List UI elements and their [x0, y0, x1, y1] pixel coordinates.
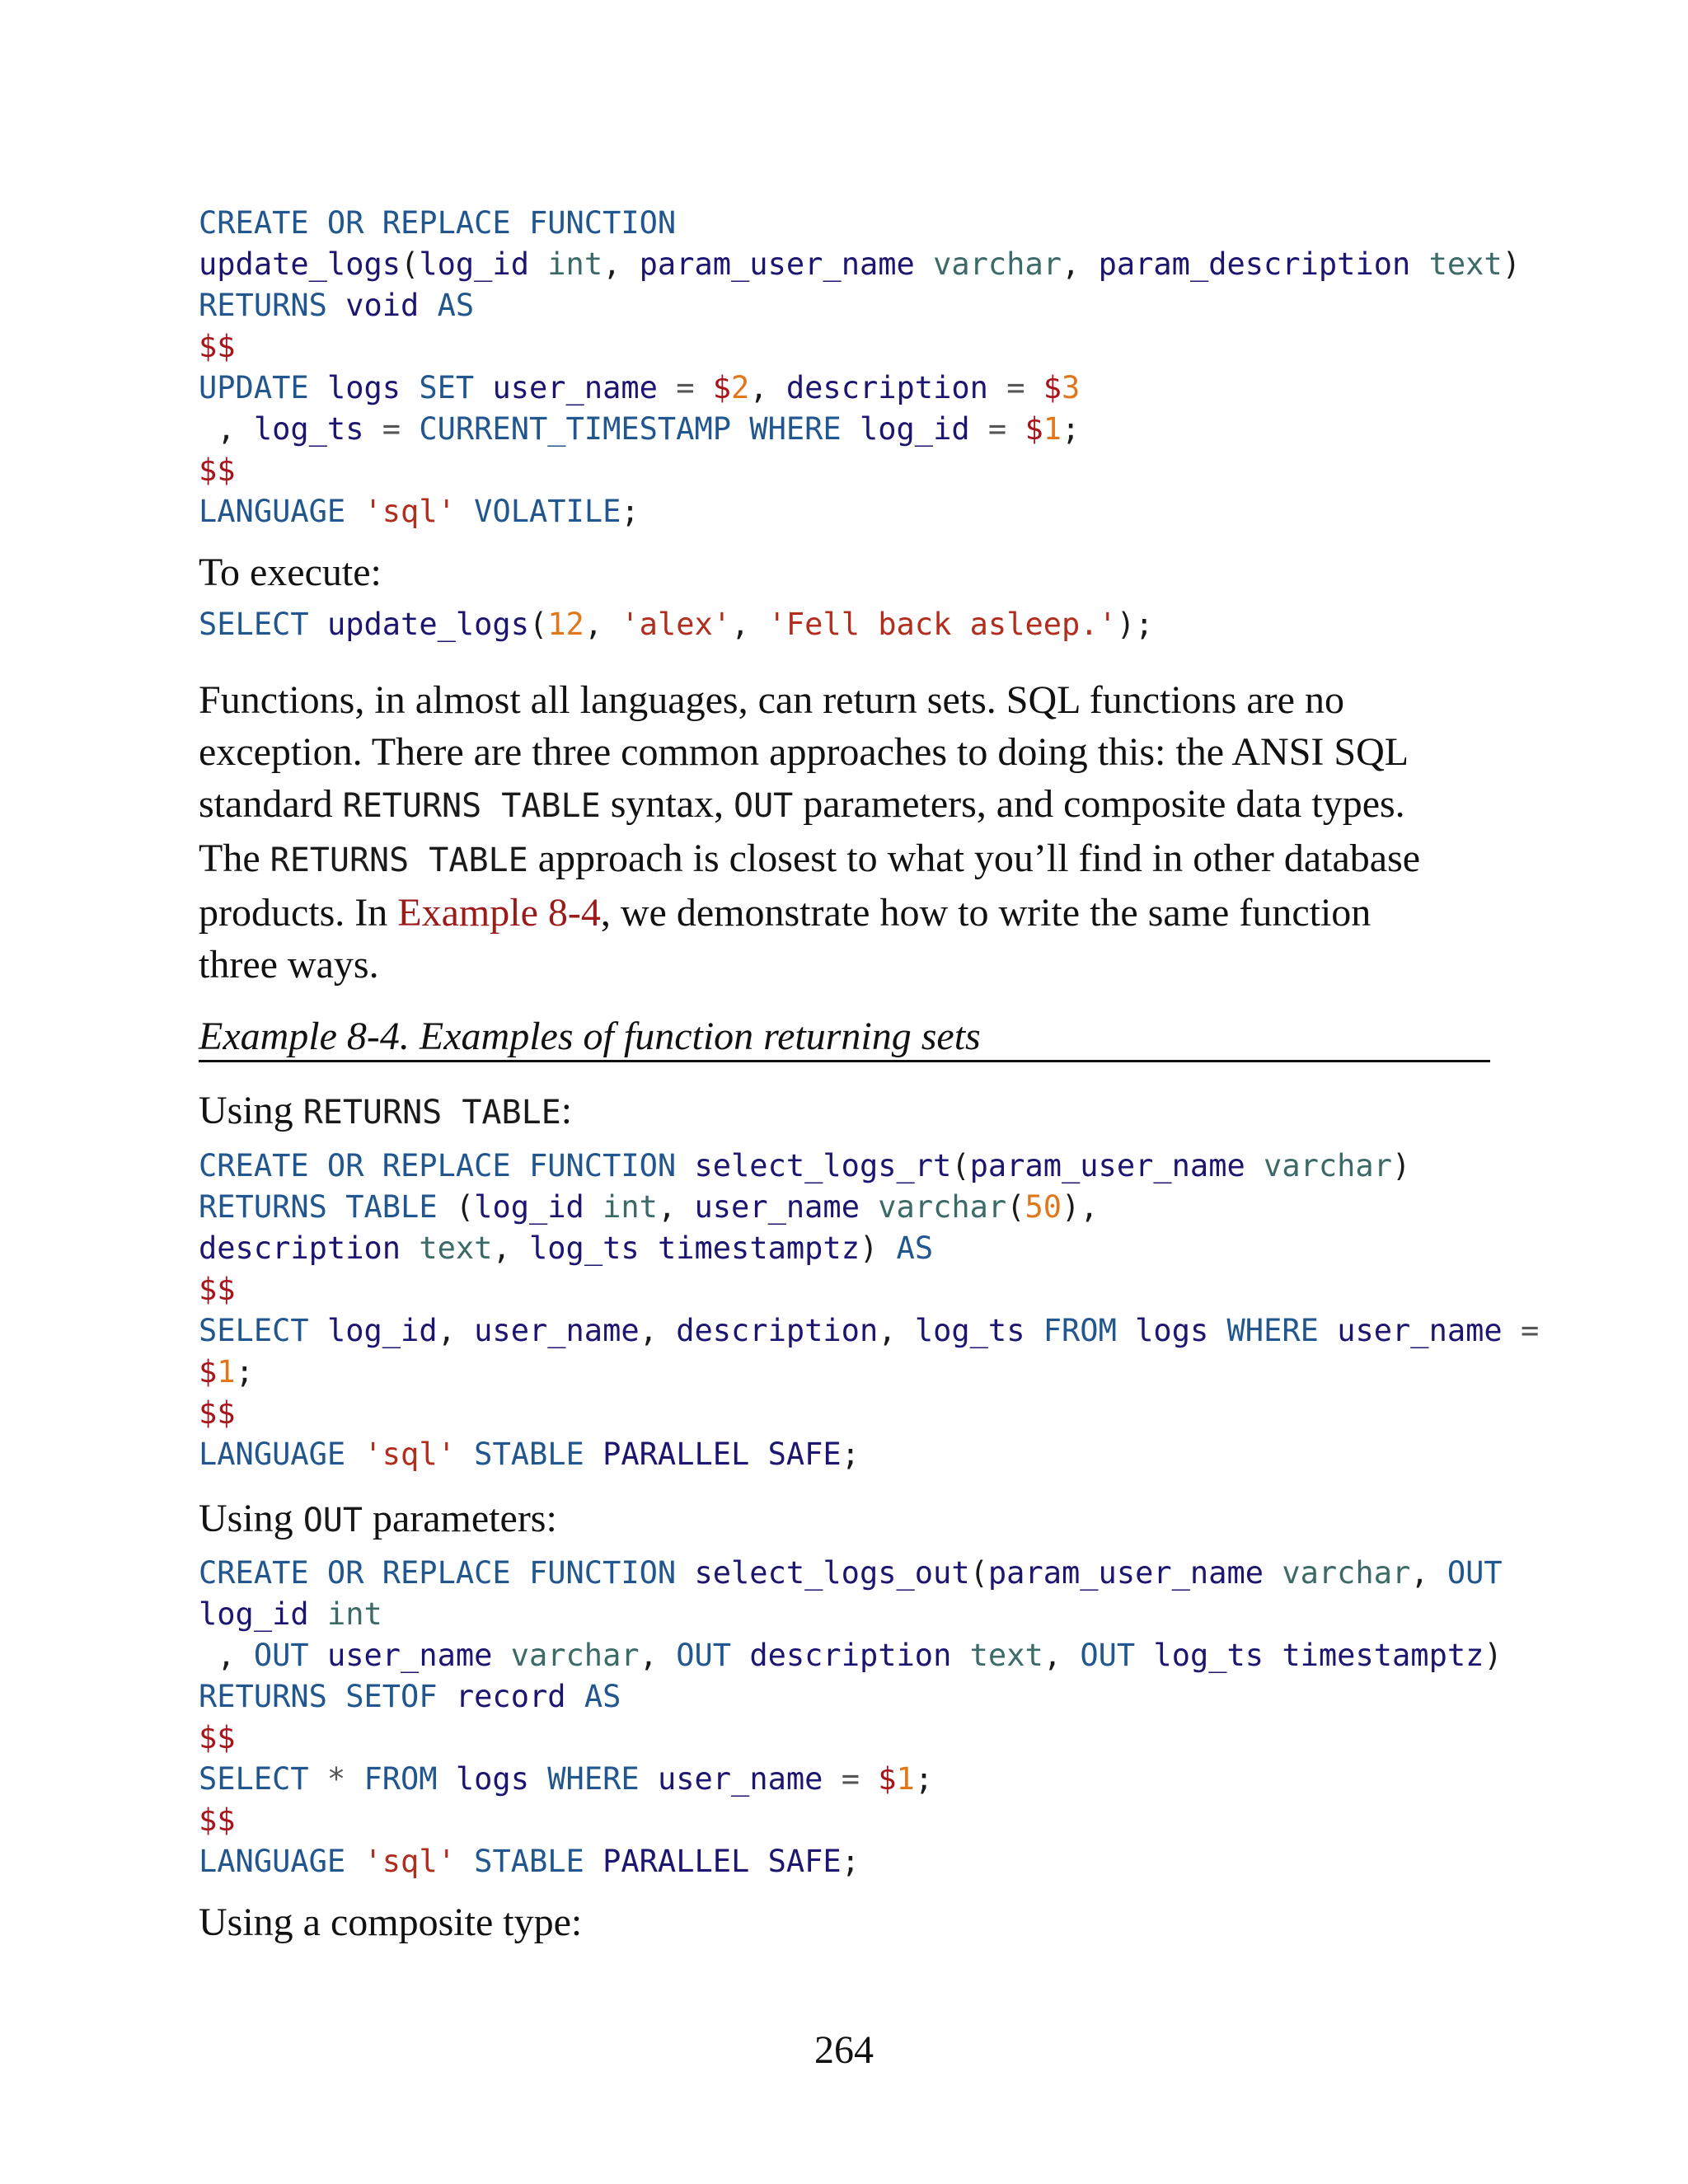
code-token: SELECT — [199, 1313, 309, 1348]
code-token — [309, 1313, 327, 1348]
inline-code: RETURNS TABLE — [342, 787, 601, 825]
code-token: WHERE — [1226, 1313, 1319, 1348]
code-token: 'sql' — [363, 494, 456, 529]
code-token: ; — [235, 1354, 254, 1390]
code-token: ; — [1062, 411, 1081, 447]
code-token: AS — [437, 288, 475, 323]
code-token: log_id — [859, 411, 970, 447]
code-token — [438, 1679, 456, 1714]
code-token: ( — [951, 1148, 970, 1183]
code-token: FROM — [363, 1761, 438, 1797]
code-token: update_logs — [326, 607, 529, 642]
code-token — [309, 1638, 327, 1673]
code-token: CURRENT_TIMESTAMP — [419, 411, 732, 447]
code-token: logs — [326, 370, 401, 405]
code-line — [199, 452, 236, 488]
code-token: , — [199, 1638, 254, 1673]
code-token: ; — [914, 1761, 934, 1797]
code-token: varchar — [510, 1638, 640, 1673]
code-token: OUT — [1080, 1638, 1136, 1673]
code-token: record — [455, 1679, 566, 1714]
code-token: PARALLEL SAFE — [603, 1436, 842, 1472]
code-token: , — [199, 411, 254, 447]
code-token: ( — [437, 1189, 475, 1225]
code-token — [1245, 1148, 1264, 1183]
code-token: AS — [896, 1230, 934, 1266]
code-token: TABLE — [345, 1189, 438, 1225]
code-line — [199, 1354, 254, 1390]
code-token — [1208, 1313, 1226, 1348]
code-token: 50 — [1025, 1189, 1062, 1225]
code-token: AS — [584, 1679, 621, 1714]
paragraph-line — [199, 674, 1493, 726]
code-line — [199, 1189, 1099, 1225]
code-token: $ — [1025, 411, 1043, 447]
code-line — [199, 329, 236, 364]
code-token — [584, 1844, 603, 1879]
code-token: 2 — [731, 370, 750, 405]
code-token — [1264, 1638, 1282, 1673]
code-token: 1 — [217, 1354, 236, 1390]
code-token: = — [657, 370, 713, 405]
code-line — [199, 607, 1153, 642]
to-execute-label: To execute: — [199, 551, 382, 594]
code-token: text — [419, 1230, 493, 1266]
code-line — [199, 246, 1521, 282]
code-token: OUT — [1447, 1555, 1503, 1591]
code-token: RETURNS — [199, 288, 327, 323]
code-token — [474, 370, 492, 405]
code-token: param_user_name — [987, 1555, 1264, 1591]
paragraph-line — [199, 887, 1493, 939]
code-line — [199, 1844, 860, 1879]
code-token — [327, 288, 345, 323]
code-token: varchar — [1282, 1555, 1411, 1591]
inline-code: OUT — [302, 1502, 363, 1540]
code-token — [584, 1436, 603, 1472]
code-token: log_id — [419, 246, 529, 282]
code-line — [199, 1272, 236, 1307]
code-token: 'sql' — [363, 1436, 456, 1472]
code-token — [1410, 246, 1428, 282]
code-token: logs — [455, 1761, 529, 1797]
code-token: FROM — [1043, 1313, 1117, 1348]
code-token: varchar — [878, 1189, 1007, 1225]
code-line — [199, 411, 1080, 447]
code-token: 1 — [896, 1761, 915, 1797]
code-token: CREATE OR REPLACE FUNCTION — [199, 1148, 677, 1183]
code-token: , — [639, 1638, 677, 1673]
code-token: PARALLEL SAFE — [603, 1844, 842, 1879]
code-token: , — [492, 1230, 529, 1266]
code-token: log_ts — [253, 411, 364, 447]
code-token: , — [749, 370, 786, 405]
code-token: $ — [712, 370, 732, 405]
code-token: OUT — [253, 1638, 309, 1673]
code-token — [842, 411, 860, 447]
code-token: ) — [1391, 1148, 1411, 1183]
code-token — [1025, 1313, 1043, 1348]
code-token: user_name — [694, 1189, 860, 1225]
code-token: description — [749, 1638, 952, 1673]
code-token: 12 — [547, 607, 584, 642]
code-token: , — [1043, 1638, 1081, 1673]
code-token: ); — [1116, 607, 1154, 642]
code-token: $$ — [199, 1395, 236, 1431]
code-token — [309, 1596, 327, 1632]
code-token: $ — [199, 1354, 218, 1390]
code-token: $$ — [199, 1272, 236, 1307]
code-token — [345, 1844, 363, 1879]
code-line — [199, 1555, 1503, 1591]
code-token: RETURNS SETOF — [199, 1679, 438, 1714]
code-token: log_ts — [529, 1230, 640, 1266]
code-token: * — [308, 1761, 364, 1797]
code-token — [401, 370, 419, 405]
code-token — [676, 1148, 694, 1183]
code-token: 1 — [1043, 411, 1062, 447]
code-token: WHERE — [749, 411, 842, 447]
code-token: $$ — [199, 1720, 236, 1755]
code-token: LANGUAGE — [199, 494, 346, 529]
code-token: VOLATILE — [474, 494, 621, 529]
code-line — [199, 1313, 1539, 1348]
paragraph-text: three ways. — [199, 943, 379, 987]
paragraph-text: , we demonstrate how to write the same function — [600, 891, 1372, 935]
code-token: 3 — [1062, 370, 1081, 405]
code-token: update_logs — [199, 246, 401, 282]
code-token: = — [1502, 1313, 1540, 1348]
code-line — [199, 494, 640, 529]
code-token: description — [199, 1230, 401, 1266]
code-block-out-parameters — [199, 1553, 1503, 1882]
code-token: int — [603, 1189, 658, 1225]
code-block-returns-table — [199, 1146, 1539, 1475]
code-token — [676, 1555, 694, 1591]
code-token: ) — [859, 1230, 897, 1266]
code-token — [1135, 1638, 1153, 1673]
code-token: text — [1428, 246, 1503, 282]
paragraph-text: parameters, and composite data types. — [793, 782, 1405, 826]
code-token: log_ts — [1153, 1638, 1264, 1673]
code-token: text — [969, 1638, 1043, 1673]
paragraph-text: The — [199, 837, 270, 880]
code-token: $$ — [199, 329, 236, 364]
code-token: log_ts — [914, 1313, 1025, 1348]
code-line — [199, 288, 474, 323]
code-line — [199, 1761, 933, 1797]
code-token: , — [878, 1313, 915, 1348]
code-token — [640, 1230, 658, 1266]
code-token — [327, 1189, 345, 1225]
code-token: timestamptz — [657, 1230, 860, 1266]
code-token: user_name — [492, 370, 658, 405]
code-token: timestamptz — [1282, 1638, 1484, 1673]
example-cross-reference-link[interactable]: Example 8-4 — [397, 891, 601, 935]
code-token — [492, 1638, 510, 1673]
code-token: SELECT — [199, 1761, 309, 1797]
code-token: param_user_name — [969, 1148, 1245, 1183]
example-caption: Example 8-4. Examples of function returning sets — [199, 1014, 1490, 1062]
code-token: void — [345, 288, 420, 323]
code-line — [199, 1802, 236, 1838]
paragraph-text: Functions, in almost all languages, can return sets. SQL functions are no — [199, 678, 1344, 722]
code-token: ) — [1502, 246, 1521, 282]
code-token: , — [603, 246, 640, 282]
code-token: user_name — [1337, 1313, 1503, 1348]
code-token — [1264, 1555, 1282, 1591]
code-token: ( — [528, 607, 548, 642]
code-line — [199, 1148, 1410, 1183]
code-token — [951, 1638, 969, 1673]
label-text: parameters: — [362, 1497, 557, 1540]
code-token — [456, 1844, 474, 1879]
code-token: $ — [1043, 370, 1062, 405]
code-token: LANGUAGE — [199, 1844, 346, 1879]
code-token: STABLE — [474, 1844, 584, 1879]
code-token — [529, 1761, 547, 1797]
code-line — [199, 1638, 1503, 1673]
code-token — [566, 1679, 584, 1714]
code-token: = — [987, 370, 1043, 405]
paragraph-text: approach is closest to what you’ll find in other database — [528, 837, 1421, 880]
code-token: , — [1062, 246, 1099, 282]
code-token: logs — [1135, 1313, 1209, 1348]
using-returns-table-label — [199, 1088, 572, 1136]
paragraph-line — [199, 778, 1493, 832]
code-token — [731, 411, 749, 447]
code-token: param_user_name — [639, 246, 915, 282]
paragraph-text: syntax, — [600, 782, 734, 826]
code-token: LANGUAGE — [199, 1436, 346, 1472]
paragraph-line — [199, 939, 1493, 991]
code-token: = — [823, 1761, 879, 1797]
page-number: 264 — [814, 2028, 874, 2072]
code-token: , — [1410, 1555, 1447, 1591]
code-token: , — [731, 607, 768, 642]
code-token — [419, 288, 437, 323]
code-token: , — [639, 1313, 677, 1348]
code-token — [309, 607, 327, 642]
code-token: SET — [419, 370, 475, 405]
code-token — [529, 246, 547, 282]
paragraph-text: standard — [199, 782, 343, 826]
code-token: varchar — [933, 246, 1062, 282]
code-token: CREATE OR REPLACE FUNCTION — [199, 205, 677, 241]
code-token: ) — [1484, 1638, 1503, 1673]
code-token: ; — [841, 1436, 860, 1472]
code-line — [199, 205, 676, 241]
code-token: $$ — [199, 1802, 236, 1838]
paragraph-text: products. In — [199, 891, 398, 935]
code-token: int — [326, 1596, 382, 1632]
code-token: ; — [841, 1844, 860, 1879]
code-token: $$ — [199, 452, 236, 488]
code-token: param_description — [1098, 246, 1411, 282]
code-token — [1319, 1313, 1337, 1348]
code-token — [438, 1761, 456, 1797]
code-token: varchar — [1264, 1148, 1392, 1183]
code-token: ( — [401, 246, 420, 282]
paragraph-line — [199, 832, 1493, 887]
code-token: ( — [969, 1555, 988, 1591]
code-token — [401, 1230, 419, 1266]
code-line — [199, 1720, 236, 1755]
code-token: ( — [1006, 1189, 1025, 1225]
code-block-execute — [199, 604, 1153, 645]
code-token — [456, 1436, 474, 1472]
code-line — [199, 1679, 621, 1714]
label-text: Using — [199, 1497, 303, 1540]
code-token: CREATE OR REPLACE FUNCTION — [199, 1555, 677, 1591]
code-token — [731, 1638, 749, 1673]
code-line — [199, 1395, 236, 1431]
body-paragraph — [199, 674, 1493, 991]
paragraph-text: exception. There are three common approaches to doing this: the ANSI SQL — [199, 730, 1409, 774]
code-line — [199, 370, 1080, 405]
code-token: select_logs_out — [694, 1555, 970, 1591]
code-token — [640, 1761, 658, 1797]
code-token: select_logs_rt — [694, 1148, 952, 1183]
label-text: Using — [199, 1089, 303, 1132]
code-token: log_id — [199, 1596, 309, 1632]
code-token: log_id — [474, 1189, 584, 1225]
code-line — [199, 1436, 860, 1472]
paragraph-line — [199, 726, 1493, 778]
code-token: ; — [621, 494, 640, 529]
code-token: , — [437, 1313, 475, 1348]
code-token: 'alex' — [621, 607, 732, 642]
code-token: WHERE — [547, 1761, 640, 1797]
code-token: , — [657, 1189, 695, 1225]
code-token: 'sql' — [363, 1844, 456, 1879]
code-token — [309, 370, 327, 405]
inline-code: RETURNS TABLE — [302, 1094, 561, 1132]
code-token: OUT — [676, 1638, 732, 1673]
code-token — [345, 1436, 363, 1472]
code-token — [345, 494, 363, 529]
inline-code: RETURNS TABLE — [270, 841, 528, 879]
code-token: STABLE — [474, 1436, 584, 1472]
code-token: description — [785, 370, 988, 405]
code-token: = — [363, 411, 420, 447]
code-token: 'Fell back asleep.' — [767, 607, 1117, 642]
code-token — [860, 1189, 878, 1225]
code-token: user_name — [474, 1313, 640, 1348]
code-token: description — [676, 1313, 879, 1348]
code-token — [1117, 1313, 1135, 1348]
code-token — [456, 494, 474, 529]
code-line — [199, 1230, 933, 1266]
code-token: int — [547, 246, 603, 282]
code-token: UPDATE — [199, 370, 309, 405]
code-line — [199, 1596, 382, 1632]
code-token: RETURNS — [199, 1189, 327, 1225]
code-token: , — [584, 607, 621, 642]
inline-code: OUT — [734, 787, 794, 825]
code-token: log_id — [326, 1313, 438, 1348]
using-composite-label: Using a composite type: — [199, 1900, 583, 1944]
code-token: = — [969, 411, 1025, 447]
code-token: SELECT — [199, 607, 309, 642]
code-token: user_name — [657, 1761, 823, 1797]
code-token: ), — [1062, 1189, 1099, 1225]
code-token: user_name — [326, 1638, 493, 1673]
code-token — [584, 1189, 603, 1225]
code-block-update-logs — [199, 203, 1521, 532]
code-token — [915, 246, 933, 282]
label-text: : — [560, 1089, 573, 1132]
using-out-label — [199, 1496, 557, 1544]
code-token: $ — [878, 1761, 897, 1797]
